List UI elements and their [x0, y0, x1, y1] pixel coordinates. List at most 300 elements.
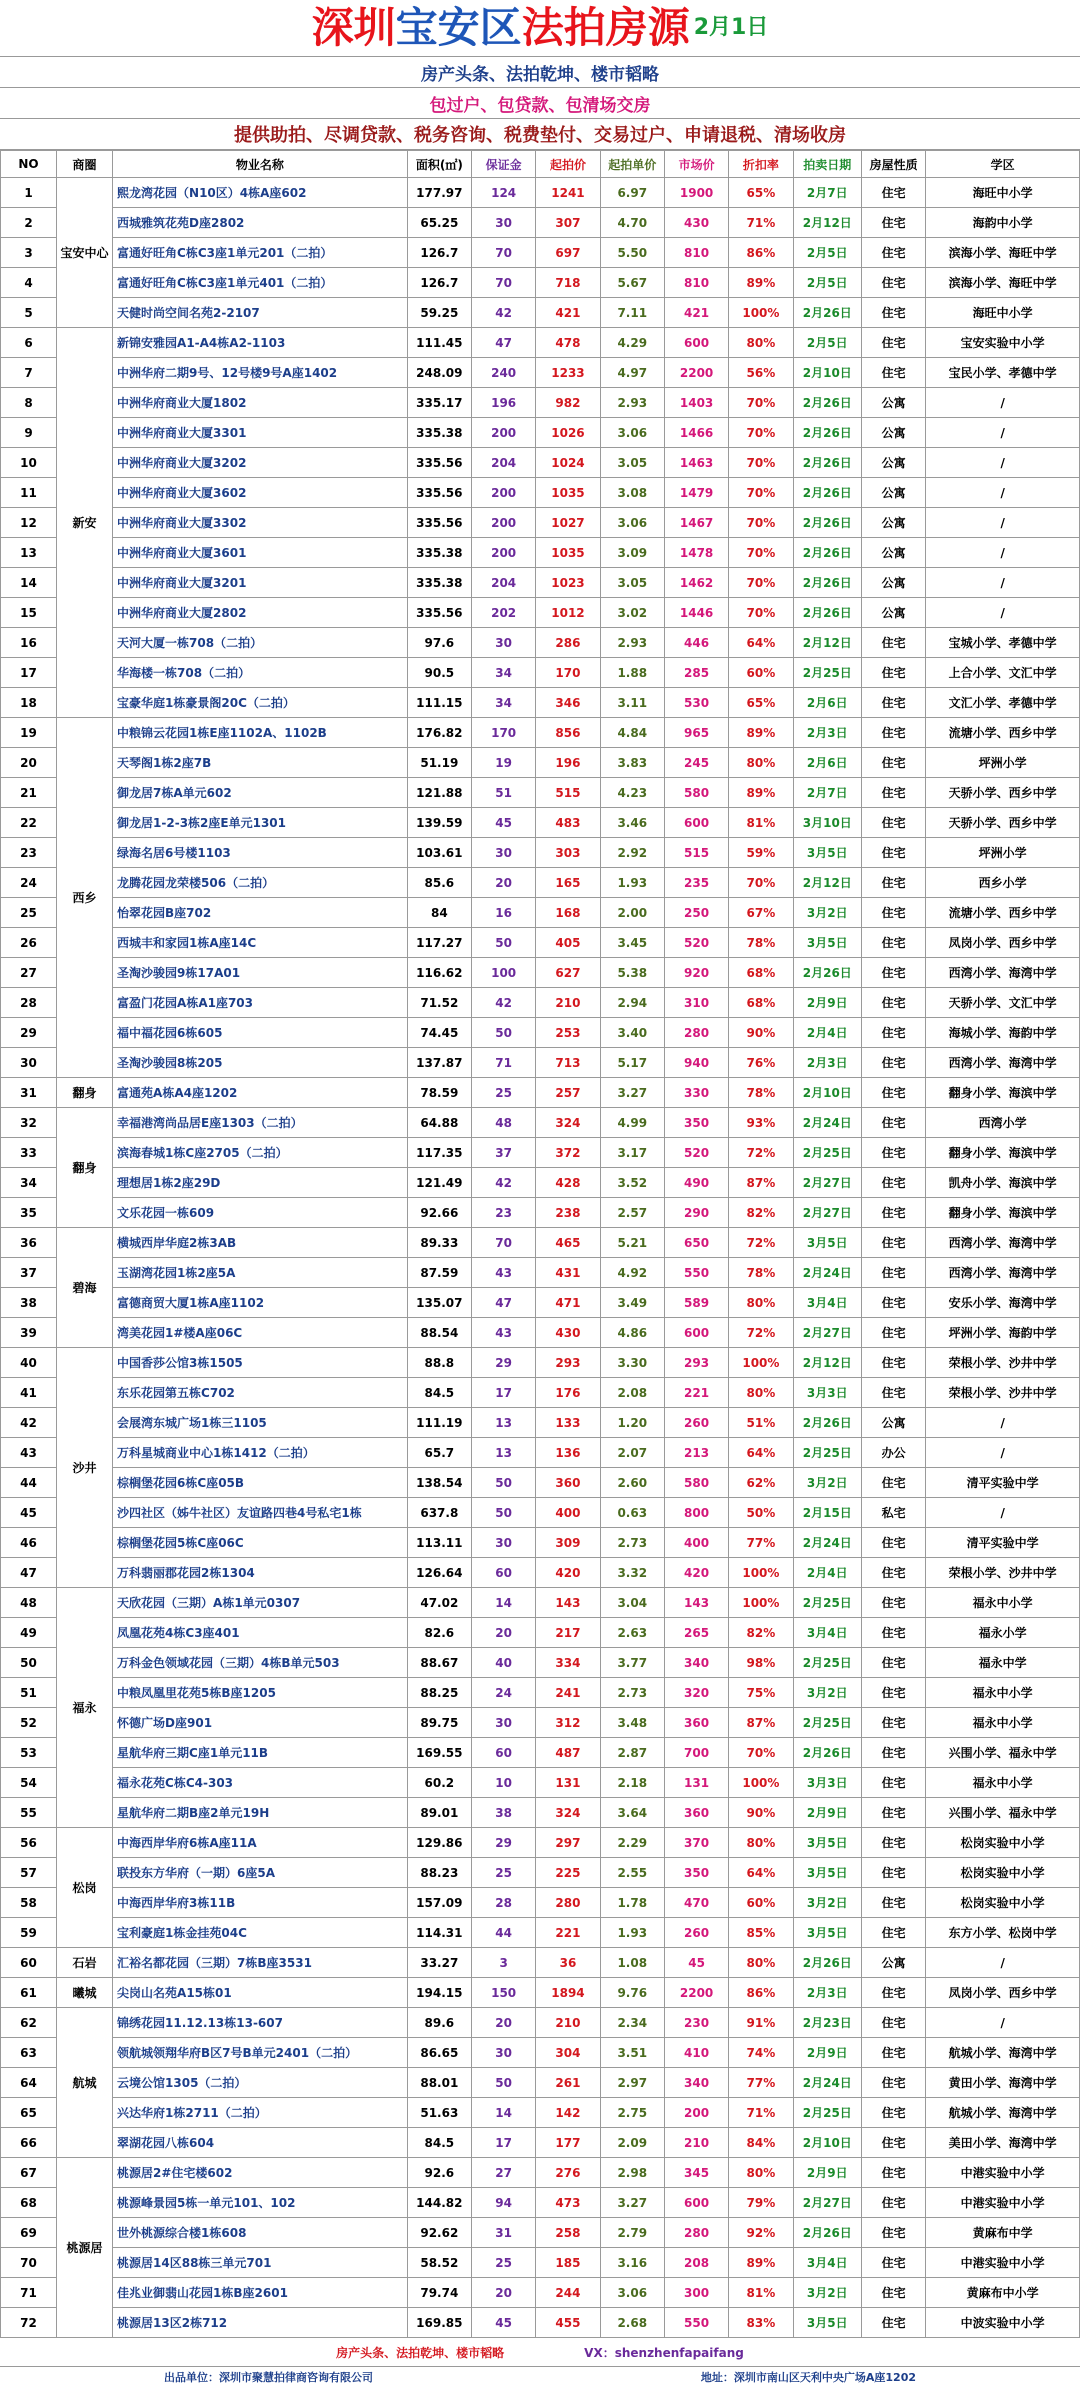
cell-property-name: 理想居1栋2座29D [113, 1168, 408, 1198]
cell-property-type: 住宅 [862, 658, 926, 688]
cell-discount: 90% [729, 1018, 793, 1048]
cell-area: 117.27 [407, 928, 471, 958]
cell-property-name: 尖岗山名苑A15栋01 [113, 1978, 408, 2008]
cell-auction-date: 2月9日 [793, 1798, 861, 1828]
cell-start-price: 176 [536, 1378, 600, 1408]
cell-school: 流塘小学、西乡中学 [926, 898, 1080, 928]
cell-property-name: 华海楼一栋708（二拍） [113, 658, 408, 688]
cell-property-name: 熙龙湾花园（N10区）4栋A座602 [113, 178, 408, 208]
cell-no: 10 [1, 448, 57, 478]
cell-deposit: 37 [471, 1138, 535, 1168]
cell-school: 流塘小学、西乡中学 [926, 718, 1080, 748]
cell-start-price: 276 [536, 2158, 600, 2188]
cell-unit-price: 3.46 [600, 808, 664, 838]
cell-deposit: 50 [471, 1498, 535, 1528]
cell-no: 72 [1, 2308, 57, 2338]
cell-unit-price: 5.38 [600, 958, 664, 988]
cell-discount: 74% [729, 2038, 793, 2068]
cell-deposit: 13 [471, 1408, 535, 1438]
cell-district: 翻身 [57, 1078, 113, 1108]
cell-market-price: 265 [664, 1618, 728, 1648]
cell-discount: 77% [729, 2068, 793, 2098]
cell-auction-date: 3月2日 [793, 1468, 861, 1498]
cell-deposit: 200 [471, 418, 535, 448]
cell-deposit: 47 [471, 328, 535, 358]
cell-deposit: 204 [471, 448, 535, 478]
cell-market-price: 920 [664, 958, 728, 988]
subtitle-services: 包过户、包贷款、包清场交房 [0, 88, 1080, 119]
cell-area: 111.19 [407, 1408, 471, 1438]
cell-deposit: 42 [471, 988, 535, 1018]
subtitle-brand: 房产头条、法拍乾坤、楼市韬略 [0, 57, 1080, 88]
title-main: 法拍房源 [521, 3, 690, 52]
cell-deposit: 50 [471, 2068, 535, 2098]
cell-area: 169.55 [407, 1738, 471, 1768]
table-row [1, 1798, 1080, 1828]
cell-property-type: 住宅 [862, 1108, 926, 1138]
cell-area: 89.01 [407, 1798, 471, 1828]
footer-producer: 出品单位：深圳市聚慧拍律商咨询有限公司 [163, 2371, 373, 2384]
cell-school: / [926, 418, 1080, 448]
cell-start-price: 515 [536, 778, 600, 808]
cell-no: 28 [1, 988, 57, 1018]
table-row [1, 208, 1080, 238]
cell-unit-price: 3.64 [600, 1798, 664, 1828]
cell-start-price: 478 [536, 328, 600, 358]
cell-market-price: 410 [664, 2038, 728, 2068]
cell-auction-date: 2月27日 [793, 1198, 861, 1228]
cell-area: 64.88 [407, 1108, 471, 1138]
cell-property-type: 住宅 [862, 238, 926, 268]
cell-start-price: 297 [536, 1828, 600, 1858]
cell-no: 71 [1, 2278, 57, 2308]
cell-auction-date: 3月2日 [793, 2278, 861, 2308]
cell-discount: 100% [729, 298, 793, 328]
cell-deposit: 29 [471, 1828, 535, 1858]
header-deposit: 保证金 [471, 151, 535, 178]
table-row [1, 1048, 1080, 1078]
cell-property-type: 住宅 [862, 778, 926, 808]
cell-discount: 100% [729, 1348, 793, 1378]
cell-start-price: 253 [536, 1018, 600, 1048]
cell-property-type: 住宅 [862, 1288, 926, 1318]
cell-area: 90.5 [407, 658, 471, 688]
cell-school: 海城小学、海韵中学 [926, 1018, 1080, 1048]
cell-school: 滨海小学、海旺中学 [926, 238, 1080, 268]
table-row [1, 598, 1080, 628]
table-row [1, 238, 1080, 268]
cell-start-price: 258 [536, 2218, 600, 2248]
cell-auction-date: 3月5日 [793, 1858, 861, 1888]
cell-market-price: 235 [664, 868, 728, 898]
cell-property-type: 住宅 [862, 2188, 926, 2218]
cell-unit-price: 2.57 [600, 1198, 664, 1228]
header-unit-price: 起拍单价 [600, 151, 664, 178]
cell-unit-price: 2.94 [600, 988, 664, 1018]
cell-school: 清平实验中学 [926, 1468, 1080, 1498]
cell-school: 清平实验中学 [926, 1528, 1080, 1558]
cell-unit-price: 2.55 [600, 1858, 664, 1888]
cell-market-price: 2200 [664, 358, 728, 388]
table-row [1, 928, 1080, 958]
cell-property-name: 怀德广场D座901 [113, 1708, 408, 1738]
cell-start-price: 483 [536, 808, 600, 838]
cell-deposit: 200 [471, 538, 535, 568]
cell-property-type: 住宅 [862, 958, 926, 988]
cell-school: 凤岗小学、西乡中学 [926, 1978, 1080, 2008]
cell-auction-date: 3月4日 [793, 1288, 861, 1318]
cell-area: 71.52 [407, 988, 471, 1018]
table-row [1, 1348, 1080, 1378]
cell-discount: 100% [729, 1558, 793, 1588]
cell-property-type: 公寓 [862, 508, 926, 538]
cell-district: 沙井 [57, 1348, 113, 1588]
cell-unit-price: 2.97 [600, 2068, 664, 2098]
cell-property-name: 怡翠花园B座702 [113, 898, 408, 928]
cell-area: 89.75 [407, 1708, 471, 1738]
table-row [1, 1228, 1080, 1258]
cell-auction-date: 2月12日 [793, 868, 861, 898]
cell-deposit: 94 [471, 2188, 535, 2218]
cell-market-price: 430 [664, 208, 728, 238]
cell-property-name: 云境公馆1305（二拍） [113, 2068, 408, 2098]
table-row [1, 2008, 1080, 2038]
cell-market-price: 470 [664, 1888, 728, 1918]
cell-deposit: 28 [471, 1888, 535, 1918]
cell-auction-date: 3月10日 [793, 808, 861, 838]
cell-start-price: 1035 [536, 478, 600, 508]
cell-deposit: 42 [471, 298, 535, 328]
cell-start-price: 131 [536, 1768, 600, 1798]
cell-property-name: 凤凰花苑4栋C3座401 [113, 1618, 408, 1648]
cell-market-price: 530 [664, 688, 728, 718]
cell-discount: 59% [729, 838, 793, 868]
cell-discount: 65% [729, 688, 793, 718]
cell-market-price: 370 [664, 1828, 728, 1858]
cell-auction-date: 3月5日 [793, 1228, 861, 1258]
cell-property-name: 龙腾花园龙荣楼506（二拍） [113, 868, 408, 898]
cell-area: 85.6 [407, 868, 471, 898]
cell-market-price: 350 [664, 1108, 728, 1138]
cell-start-price: 1241 [536, 178, 600, 208]
cell-auction-date: 2月26日 [793, 568, 861, 598]
cell-unit-price: 3.45 [600, 928, 664, 958]
cell-area: 59.25 [407, 298, 471, 328]
cell-auction-date: 2月10日 [793, 358, 861, 388]
footer-address: 地址：深圳市南山区天利中央广场A座1202 [700, 2371, 917, 2384]
cell-auction-date: 2月25日 [793, 2098, 861, 2128]
cell-area: 113.11 [407, 1528, 471, 1558]
cell-school: 翻身小学、海滨中学 [926, 1198, 1080, 1228]
cell-property-name: 圣淘沙骏园9栋17A01 [113, 958, 408, 988]
cell-school: 坪洲小学、海韵中学 [926, 1318, 1080, 1348]
cell-start-price: 431 [536, 1258, 600, 1288]
cell-market-price: 400 [664, 1528, 728, 1558]
cell-auction-date: 2月25日 [793, 1138, 861, 1168]
cell-property-name: 中洲华府商业大厦3201 [113, 568, 408, 598]
cell-start-price: 225 [536, 1858, 600, 1888]
cell-property-name: 富通好旺角C栋C3座1单元401（二拍） [113, 268, 408, 298]
cell-discount: 67% [729, 898, 793, 928]
cell-area: 139.59 [407, 808, 471, 838]
cell-discount: 80% [729, 748, 793, 778]
table-header-row [1, 151, 1080, 178]
cell-area: 335.38 [407, 538, 471, 568]
cell-unit-price: 3.06 [600, 2278, 664, 2308]
cell-no: 12 [1, 508, 57, 538]
cell-discount: 100% [729, 1588, 793, 1618]
cell-area: 176.82 [407, 718, 471, 748]
cell-auction-date: 3月2日 [793, 1888, 861, 1918]
cell-property-type: 住宅 [862, 2068, 926, 2098]
cell-market-price: 940 [664, 1048, 728, 1078]
cell-property-type: 住宅 [862, 1648, 926, 1678]
table-row [1, 1888, 1080, 1918]
cell-auction-date: 2月26日 [793, 958, 861, 988]
cell-market-price: 285 [664, 658, 728, 688]
cell-market-price: 360 [664, 1798, 728, 1828]
table-row [1, 628, 1080, 658]
cell-district: 碧海 [57, 1228, 113, 1348]
header-no: NO [1, 151, 57, 178]
table-row [1, 718, 1080, 748]
cell-deposit: 50 [471, 1468, 535, 1498]
cell-no: 51 [1, 1678, 57, 1708]
cell-school: 福永中小学 [926, 1768, 1080, 1798]
cell-start-price: 210 [536, 988, 600, 1018]
cell-property-name: 中洲华府商业大厦2802 [113, 598, 408, 628]
cell-auction-date: 3月2日 [793, 1678, 861, 1708]
cell-auction-date: 2月26日 [793, 448, 861, 478]
cell-start-price: 324 [536, 1798, 600, 1828]
cell-no: 52 [1, 1708, 57, 1738]
cell-district: 新安 [57, 328, 113, 718]
cell-start-price: 697 [536, 238, 600, 268]
cell-property-name: 西城丰和家园1栋A座14C [113, 928, 408, 958]
cell-school: 西乡小学 [926, 868, 1080, 898]
cell-property-type: 住宅 [862, 2278, 926, 2308]
cell-market-price: 330 [664, 1078, 728, 1108]
cell-no: 55 [1, 1798, 57, 1828]
cell-area: 82.6 [407, 1618, 471, 1648]
cell-area: 89.33 [407, 1228, 471, 1258]
cell-school: 航城小学、海湾中学 [926, 2038, 1080, 2068]
cell-area: 33.27 [407, 1948, 471, 1978]
cell-property-type: 住宅 [862, 178, 926, 208]
cell-property-name: 富通好旺角C栋C3座1单元201（二拍） [113, 238, 408, 268]
cell-no: 36 [1, 1228, 57, 1258]
cell-unit-price: 3.02 [600, 598, 664, 628]
cell-auction-date: 3月4日 [793, 2248, 861, 2278]
cell-auction-date: 2月26日 [793, 598, 861, 628]
cell-market-price: 1403 [664, 388, 728, 418]
cell-start-price: 143 [536, 1588, 600, 1618]
cell-property-name: 富德商贸大厦1栋A座1102 [113, 1288, 408, 1318]
table-row [1, 1678, 1080, 1708]
cell-discount: 75% [729, 1678, 793, 1708]
cell-market-price: 2200 [664, 1978, 728, 2008]
cell-auction-date: 2月10日 [793, 1078, 861, 1108]
cell-property-type: 住宅 [862, 1918, 926, 1948]
cell-auction-date: 2月3日 [793, 1048, 861, 1078]
cell-discount: 70% [729, 568, 793, 598]
cell-property-type: 公寓 [862, 598, 926, 628]
cell-discount: 87% [729, 1708, 793, 1738]
cell-auction-date: 2月26日 [793, 478, 861, 508]
cell-discount: 82% [729, 1198, 793, 1228]
cell-market-price: 1466 [664, 418, 728, 448]
table-row [1, 298, 1080, 328]
cell-area: 88.23 [407, 1858, 471, 1888]
cell-unit-price: 4.86 [600, 1318, 664, 1348]
cell-discount: 72% [729, 1228, 793, 1258]
cell-market-price: 520 [664, 928, 728, 958]
table-row [1, 268, 1080, 298]
table-row [1, 1288, 1080, 1318]
cell-property-type: 公寓 [862, 1948, 926, 1978]
cell-no: 54 [1, 1768, 57, 1798]
cell-property-name: 桃源居13区2栋712 [113, 2308, 408, 2338]
cell-school: 上合小学、文汇中学 [926, 658, 1080, 688]
cell-deposit: 30 [471, 1708, 535, 1738]
cell-discount: 70% [729, 868, 793, 898]
cell-auction-date: 2月5日 [793, 238, 861, 268]
table-row [1, 1198, 1080, 1228]
cell-deposit: 43 [471, 1318, 535, 1348]
cell-discount: 87% [729, 1168, 793, 1198]
cell-start-price: 257 [536, 1078, 600, 1108]
cell-unit-price: 2.75 [600, 2098, 664, 2128]
header-market-price: 市场价 [664, 151, 728, 178]
cell-auction-date: 2月27日 [793, 2188, 861, 2218]
cell-no: 14 [1, 568, 57, 598]
cell-property-type: 住宅 [862, 358, 926, 388]
cell-auction-date: 2月9日 [793, 988, 861, 1018]
cell-property-type: 公寓 [862, 388, 926, 418]
cell-start-price: 238 [536, 1198, 600, 1228]
cell-discount: 56% [729, 358, 793, 388]
cell-start-price: 346 [536, 688, 600, 718]
cell-market-price: 200 [664, 2098, 728, 2128]
cell-property-name: 锦绣花园11.12.13栋13-607 [113, 2008, 408, 2038]
cell-start-price: 261 [536, 2068, 600, 2098]
cell-property-name: 万科翡丽郡花园2栋1304 [113, 1558, 408, 1588]
cell-property-type: 住宅 [862, 1138, 926, 1168]
cell-discount: 80% [729, 1828, 793, 1858]
table-row [1, 358, 1080, 388]
cell-deposit: 30 [471, 2038, 535, 2068]
cell-school: / [926, 448, 1080, 478]
cell-school: / [926, 508, 1080, 538]
cell-unit-price: 3.09 [600, 538, 664, 568]
cell-school: 安乐小学、海湾中学 [926, 1288, 1080, 1318]
cell-property-type: 住宅 [862, 1378, 926, 1408]
cell-property-type: 公寓 [862, 478, 926, 508]
cell-unit-price: 1.08 [600, 1948, 664, 1978]
cell-deposit: 19 [471, 748, 535, 778]
cell-start-price: 36 [536, 1948, 600, 1978]
cell-property-type: 住宅 [862, 988, 926, 1018]
cell-property-type: 公寓 [862, 418, 926, 448]
cell-property-name: 富盈门花园A栋A1座703 [113, 988, 408, 1018]
cell-market-price: 520 [664, 1138, 728, 1168]
cell-auction-date: 2月4日 [793, 1558, 861, 1588]
cell-start-price: 471 [536, 1288, 600, 1318]
cell-property-name: 中国香莎公馆3栋1505 [113, 1348, 408, 1378]
cell-deposit: 202 [471, 598, 535, 628]
cell-market-price: 965 [664, 718, 728, 748]
cell-market-price: 131 [664, 1768, 728, 1798]
cell-market-price: 421 [664, 298, 728, 328]
cell-area: 92.66 [407, 1198, 471, 1228]
cell-auction-date: 2月26日 [793, 2218, 861, 2248]
header-district: 商圈 [57, 151, 113, 178]
cell-discount: 80% [729, 1288, 793, 1318]
cell-no: 70 [1, 2248, 57, 2278]
table-row [1, 508, 1080, 538]
cell-start-price: 210 [536, 2008, 600, 2038]
cell-property-name: 棕榈堡花园6栋C座05B [113, 1468, 408, 1498]
cell-property-type: 住宅 [862, 688, 926, 718]
cell-discount: 83% [729, 2308, 793, 2338]
cell-area: 92.62 [407, 2218, 471, 2248]
cell-area: 88.01 [407, 2068, 471, 2098]
cell-property-type: 住宅 [862, 1888, 926, 1918]
table-row [1, 2158, 1080, 2188]
cell-area: 89.6 [407, 2008, 471, 2038]
cell-district: 石岩 [57, 1948, 113, 1978]
cell-deposit: 14 [471, 2098, 535, 2128]
cell-school: 福永中小学 [926, 1708, 1080, 1738]
cell-start-price: 133 [536, 1408, 600, 1438]
cell-auction-date: 2月25日 [793, 1648, 861, 1678]
cell-no: 39 [1, 1318, 57, 1348]
cell-discount: 93% [729, 1108, 793, 1138]
cell-deposit: 34 [471, 658, 535, 688]
cell-property-name: 会展湾东城广场1栋三1105 [113, 1408, 408, 1438]
cell-deposit: 31 [471, 2218, 535, 2248]
cell-school: 福永中小学 [926, 1588, 1080, 1618]
cell-market-price: 208 [664, 2248, 728, 2278]
cell-property-type: 住宅 [862, 2218, 926, 2248]
table-row [1, 1378, 1080, 1408]
cell-school: 宝民小学、孝德中学 [926, 358, 1080, 388]
cell-discount: 65% [729, 178, 793, 208]
cell-school: 海旺中小学 [926, 178, 1080, 208]
cell-no: 3 [1, 238, 57, 268]
cell-unit-price: 7.11 [600, 298, 664, 328]
cell-property-type: 公寓 [862, 1408, 926, 1438]
cell-area: 51.19 [407, 748, 471, 778]
header-name: 物业名称 [113, 151, 408, 178]
cell-discount: 70% [729, 598, 793, 628]
cell-school: / [926, 568, 1080, 598]
cell-area: 84.5 [407, 1378, 471, 1408]
cell-property-type: 住宅 [862, 1828, 926, 1858]
cell-deposit: 70 [471, 1228, 535, 1258]
cell-market-price: 580 [664, 1468, 728, 1498]
cell-deposit: 25 [471, 1078, 535, 1108]
cell-deposit: 71 [471, 1048, 535, 1078]
cell-auction-date: 2月26日 [793, 1408, 861, 1438]
cell-auction-date: 3月5日 [793, 1918, 861, 1948]
cell-school: 黄麻布中小学 [926, 2278, 1080, 2308]
table-row [1, 2308, 1080, 2338]
cell-no: 13 [1, 538, 57, 568]
cell-area: 335.56 [407, 508, 471, 538]
cell-unit-price: 1.88 [600, 658, 664, 688]
cell-discount: 90% [729, 1798, 793, 1828]
